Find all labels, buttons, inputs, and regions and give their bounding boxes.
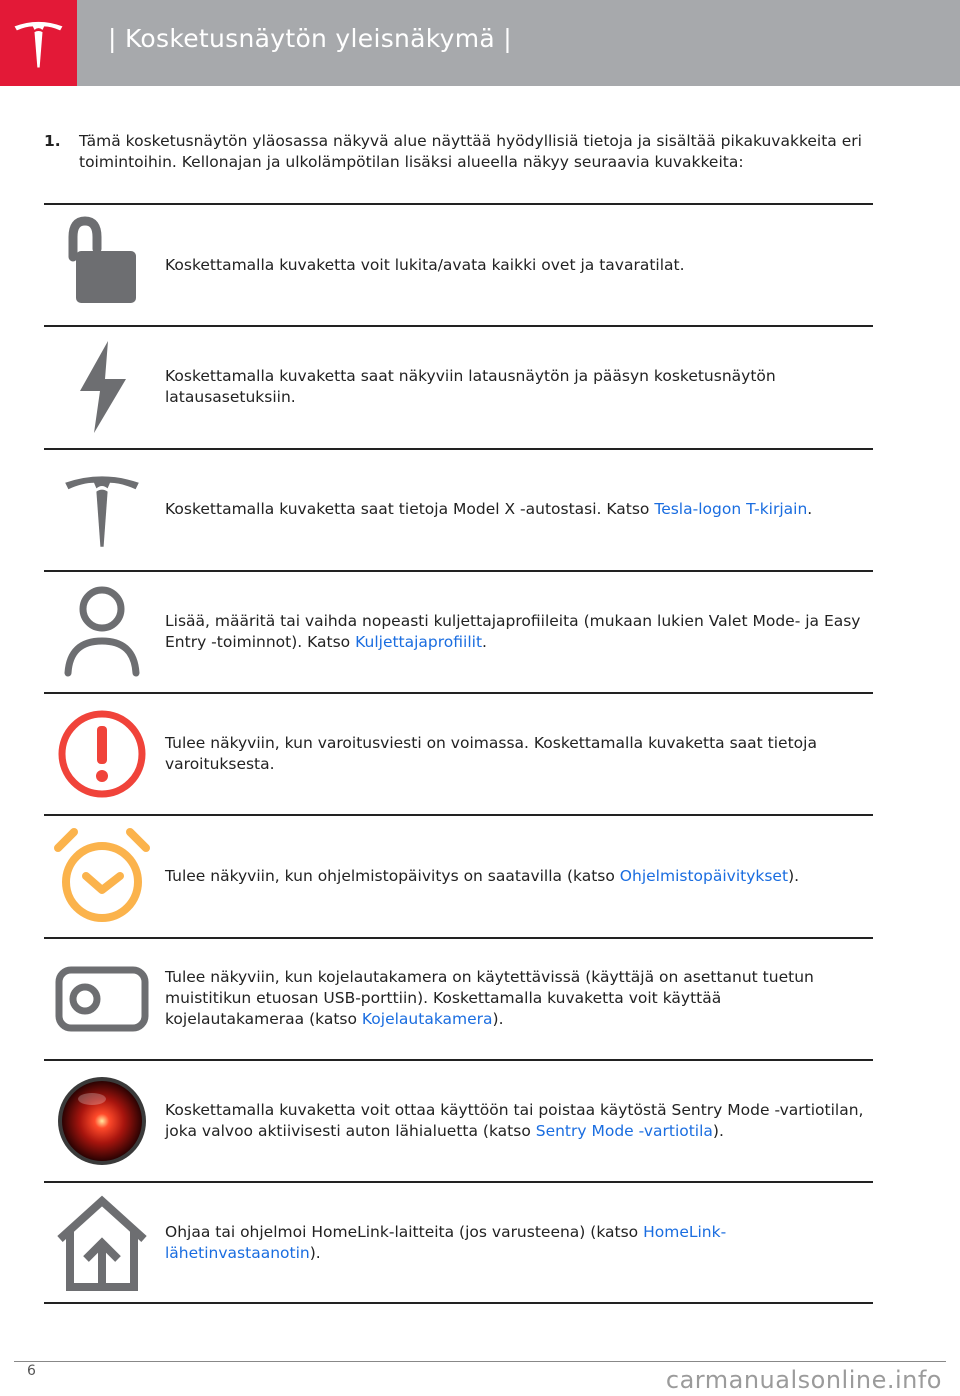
alert-icon-cell xyxy=(52,694,152,814)
footer-divider xyxy=(14,1361,946,1362)
driver-profile-icon xyxy=(62,585,142,679)
page-number: 6 xyxy=(27,1363,36,1379)
homelink-icon xyxy=(54,1195,150,1291)
link-tesla-t[interactable]: Tesla-logon T-kirjain xyxy=(654,500,808,519)
table-row xyxy=(44,1059,873,1181)
dashcam-icon-cell xyxy=(52,939,152,1059)
link-software-updates[interactable]: Ohjelmistopäivitykset xyxy=(619,866,789,885)
row-description: Ohjaa tai ohjelmoi HomeLink-laitteita (jos varusteena) (katso HomeLink-lähetinvastaanotin). xyxy=(165,1223,727,1263)
row-description: Koskettamalla kuvaketta saat näkyviin latausnäytön ja pääsyn kosketusnäytön latausasetuksiin. xyxy=(165,367,776,407)
tesla-logo-icon xyxy=(10,15,67,72)
homelink-icon-cell xyxy=(52,1183,152,1303)
table-row xyxy=(44,814,873,936)
sentry-mode-icon xyxy=(56,1075,148,1167)
row-description: Koskettamalla kuvaketta voit lukita/avata kaikki ovet ja tavaratilat. xyxy=(165,255,685,274)
lock-icon xyxy=(57,215,147,315)
charging-icon-cell xyxy=(52,327,152,447)
watermark: carmanualsonline.info xyxy=(665,1366,942,1394)
driver-profile-icon-cell xyxy=(52,572,152,692)
link-sentry-mode[interactable]: Sentry Mode -vartiotila xyxy=(535,1122,713,1141)
page-title: | Kosketusnäytön yleisnäkymä | xyxy=(108,24,513,53)
row-description: Koskettamalla kuvaketta saat tietoja Model X -autostasi. Katso Tesla-logon T-kirjain. xyxy=(165,500,813,519)
row-description: Koskettamalla kuvaketta voit ottaa käyttöön tai poistaa käytöstä Sentry Mode -vartiotilan, joka valvoo aktiivisesti auton lähialuetta (katso Sentry Mode -vartiotila). xyxy=(165,1101,864,1141)
tesla-logo xyxy=(0,0,77,86)
row-description: Lisää, määritä tai vaihda nopeasti kuljettajaprofiileita (mukaan lukien Valet Mode- ja Easy Entry -toiminnot). Katso Kuljettajaprofiilit. xyxy=(165,611,861,651)
table-row xyxy=(44,1181,873,1303)
dashcam-icon xyxy=(55,966,149,1032)
row-description: Tulee näkyviin, kun ohjelmistopäivitys on saatavilla (katso Ohjelmistopäivitykset). xyxy=(165,866,800,885)
intro-paragraph xyxy=(44,131,864,173)
link-dashcam[interactable]: Kojelautakamera xyxy=(361,1010,493,1029)
table-row xyxy=(44,692,873,814)
link-homelink[interactable]: HomeLink-lähetinvastaanotin xyxy=(165,1223,727,1263)
alarm-clock-icon xyxy=(54,826,150,926)
lock-icon-cell xyxy=(52,205,152,325)
icon-table xyxy=(44,203,873,1304)
table-row xyxy=(44,570,873,692)
software-update-icon-cell xyxy=(52,816,152,936)
table-row xyxy=(44,448,873,570)
table-row xyxy=(44,937,873,1059)
lightning-bolt-icon xyxy=(72,339,132,435)
table-row xyxy=(44,325,873,447)
row-description: Tulee näkyviin, kun kojelautakamera on käytettävissä (käyttäjä on asettanut tuetun muistitikun etuosan USB-porttiin). Koskettamalla kuvaketta voit käyttää kojelautakameraa (katso Kojelautakamera). xyxy=(165,968,814,1029)
link-driver-profiles[interactable]: Kuljettajaprofiilit xyxy=(355,632,483,651)
tesla-t-icon xyxy=(62,470,142,550)
table-row xyxy=(44,203,873,325)
sentry-mode-icon-cell xyxy=(52,1061,152,1181)
intro-text: Tämä kosketusnäytön yläosassa näkyvä alue näyttää hyödyllisiä tietoja ja sisältää pikakuvakkeita eri toimintoihin. Kellonajan ja ulkolämpötilan lisäksi alueella näkyy seuraavia kuvakkeita: xyxy=(79,132,862,171)
tesla-t-icon-cell xyxy=(52,450,152,570)
alert-icon xyxy=(56,708,148,800)
header-bar xyxy=(0,0,960,86)
row-description: Tulee näkyviin, kun varoitusviesti on voimassa. Koskettamalla kuvaketta saat tietoja varoituksesta. xyxy=(165,734,817,774)
intro-number: 1. xyxy=(44,132,61,150)
